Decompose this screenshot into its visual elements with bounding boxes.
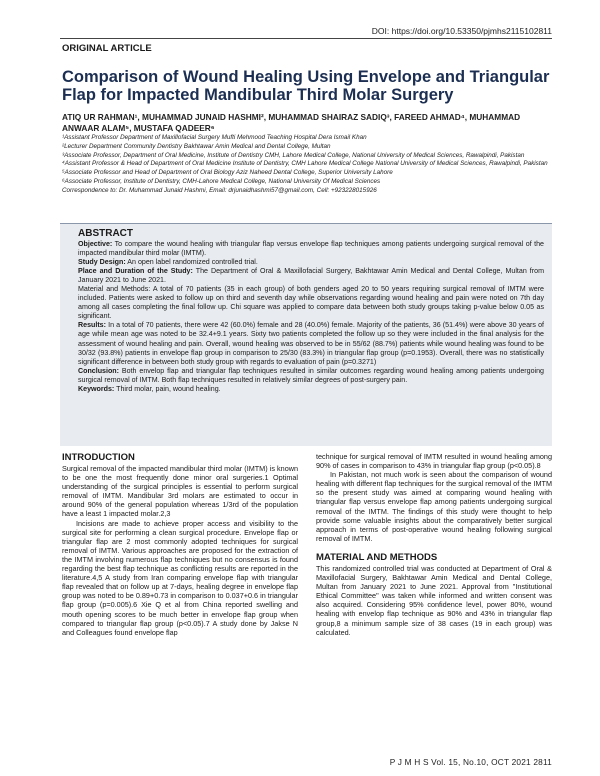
- header-divider: [60, 38, 552, 39]
- abstract-results: Results: In a total of 70 patients, there were 42 (60.0%) female and 28 (40.0%) female. Majority of the patients, 36 (51.4%) were above 30 years of age while mean age was noted to be 32.4+9.1 years. Sixty two patients completed the follow up so they were included in the final analysis for the assessment of wound healing and pain. Overall, wound healing was observed to be in 55/62 (88.7%) patients while wound healing was found to be 30/32 (93.8%) patients in envelope flap group in comparison to 25/30 (83.3%) in triangular flap group (p=0.1953). Overall, there was no statistically significant difference in between both study group with regards to evaluation of pain (p=0.3271): [78, 321, 544, 366]
- article-type-label: ORIGINAL ARTICLE: [62, 43, 152, 54]
- author-list: ATIQ UR RAHMAN¹, MUHAMMAD JUNAID HASHMI², MUHAMMAD SHAIRAZ SADIQ³, FAREED AHMAD⁴, MUHAMMAD ANWAAR ALAM⁵, MUSTAFA QADEER⁶: [62, 112, 521, 133]
- paper-title: Comparison of Wound Healing Using Envelope and Triangular Flap for Impacted Mandibular Third Molar Surgery: [62, 68, 550, 104]
- correspondence: Correspondence to: Dr. Muhammad Junaid Hashmi, Email: drjunaidhashmi57@gmail.com, Cell: +923228015926: [62, 186, 377, 194]
- affiliation-1: ¹Assistant Professor Department of Maxillofacial Surgery Mufti Mehmood Teaching Hospital Dera Ismail Khan: [62, 134, 367, 141]
- abstract-conclusion: Conclusion: Both envelop flap and triangular flap techniques resulted in similar outcomes regarding wound healing among patients undergoing surgical removal of IMTM. Both flap techniques resulted in relatively similar degrees of post-surgery pain.: [78, 366, 544, 384]
- abstract-keywords: Keywords: Third molar, pain, wound healing.: [78, 384, 221, 393]
- abstract-design: Study Design: An open label randomized controlled trial.: [78, 258, 258, 267]
- abstract-methods: Material and Methods: A total of 70 patients (35 in each group) of both genders aged 20 to 50 years requiring surgical removal of IMTM were included. Patients were asked to follow up on third and seventh day while observations regarding wound healing and pain were noted on 7th day among all cases completing the final follow up. Chi square was applied to compare data between both study groups taking p-value below 0.05 as significant.: [78, 285, 544, 321]
- affiliation-4: ⁴Assistant Professor & Head of Department of Oral Medicine Institute of Dentistry, CMH Lahore Medical College National University of Medical Sciences, Rawalpindi, Pakistan: [62, 160, 548, 168]
- paper-page: [60, 0, 552, 776]
- intro-paragraph-1: Surgical removal of the impacted mandibular third molar (IMTM) is known to be one the most frequently done minor oral surgeries.1 Optimal understanding of the surgical principles is essential to perform surgical removal of IMTM. Mandibular 3rd molars are estimated to occur in around 90% of the general population whereas 1/3rd of the population have a least 1 impacted molar.2,3: [62, 464, 298, 519]
- affiliations: [62, 134, 552, 196]
- intro-paragraph-3: technique for surgical removal of IMTM resulted in wound healing among 90% of cases in comparison to 43% in triangular flap group (p<0.05).8: [316, 452, 552, 471]
- affiliation-3: ³Associate Professor, Department of Oral Medicine, Institute of Dentistry CMH, Lahore Medical College, National University of Medical Sciences, Rawalpindi, Pakistan: [62, 151, 525, 159]
- abstract-objective: Objective: To compare the wound healing with triangular flap versus envelope flap techniques among patients undergoing surgical removal of the impacted mandibular third molar (IMTM).: [78, 240, 544, 258]
- intro-paragraph-4: In Pakistan, not much work is seen about the comparison of wound healing with different flap techniques for the surgical removal of the IMTM so the present study was aimed at comparing wound healing with triangular flap versus envelope flap among patients undergoing surgical removal of the IMTM. The findings of this study were thought to help provide some valuable insights about the comparatively better surgical approach in terms of post-operative wound healing following surgical removal of IMTM.: [316, 470, 552, 543]
- abstract-place: Place and Duration of the Study: The Department of Oral & Maxillofacial Surgery, Bakhtawar Amin Medical and Dental College, Multan from January 2021 to June 2021.: [78, 267, 544, 285]
- right-column: [316, 452, 552, 637]
- methods-paragraph-1: This randomized controlled trial was conducted at Department of Oral & Maxillofacial Surgery, Bakhtawar Amin Medical and Dental College, Multan from January 2021 to June 2021. Approval from "Institutional Ethical Committee" was taken while informed and written consent was also acquired. Considering 95% confidence level, power 80%, wound healing with envelop flap technique as 90% and 43% in triangular flap group,8 a minimum sample size of 38 cases (19 in each group) was calculated.: [316, 563, 552, 637]
- left-column: [62, 452, 298, 637]
- affiliation-2: ²Lecturer Department Community Dentistry Bakhtawar Amin Medical and Dental College, Multan: [62, 142, 331, 150]
- intro-paragraph-2: Incisions are made to achieve proper access and visibility to the surgical site for performing a clean surgical procedure. Envelope flap or triangular flap are 2 most commonly adopted techniques for surgical removal of IMTM. Various approaches are proposed for the extraction of the IMTM involving numerous flap techniques but no consensus is found regarding the best flap technique as conflicting results are reported in the literature.4,5 A study from Iran comparing envelope flap with triangular flap revealed that on follow up at 7-days, healing degree in envelope flap group was noted to be 0.89+0.73 in comparison to 0.037+0.6 in triangular flap group (p=0.005).6 Xie Q et al from China reported swelling and mouth opening scores to be much better in envelope flap group when compared to triangular flap group (p<0.05).7 A study done by Jakse N and Colleagues found envelope flap: [62, 518, 298, 637]
- page-footer: P J M H S Vol. 15, No.10, OCT 2021 2811: [389, 757, 552, 767]
- affiliation-6: ⁶Associate Professor, Institute of Dentistry, CMH-Lahore Medical College, National University Of Medical Sciences: [62, 177, 381, 185]
- doi-link[interactable]: DOI: https://doi.org/10.53350/pjmhs2115102811: [371, 26, 552, 36]
- affiliation-5: ⁵Associate Professor and Head of Department of Oral Biology Aziz Naheed Dental College, Superior University Lahore: [62, 169, 393, 177]
- abstract-heading: ABSTRACT: [78, 228, 133, 239]
- introduction-heading: INTRODUCTION: [62, 452, 135, 463]
- methods-heading: MATERIAL AND METHODS: [316, 551, 438, 563]
- abstract-body: [78, 240, 544, 394]
